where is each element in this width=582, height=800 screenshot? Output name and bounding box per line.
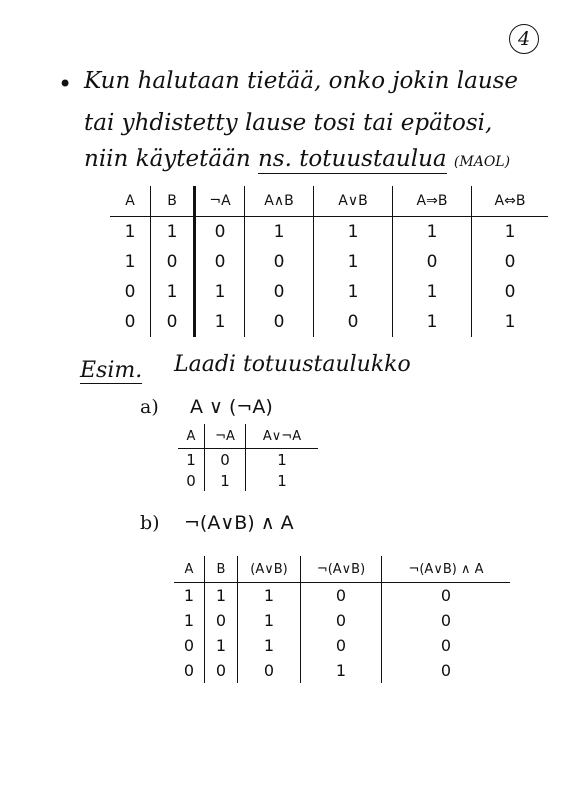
table-cell: 1 xyxy=(393,277,472,307)
table-cell: 0 xyxy=(205,449,246,471)
header-cell: A⇒B xyxy=(393,186,472,217)
table-header-row xyxy=(178,424,318,449)
table-cell: 1 xyxy=(183,611,195,630)
intro-line-1: Kun halutaan tietää, onko jokin lause xyxy=(84,68,519,94)
table-cell: 1 xyxy=(238,608,301,633)
table-cell: 1 xyxy=(245,217,314,248)
table-row xyxy=(174,658,510,683)
table-cell: 1 xyxy=(183,586,195,605)
table-cell: 0 xyxy=(245,307,314,337)
table-row xyxy=(174,633,510,658)
header-cell: A xyxy=(178,424,205,449)
table-row xyxy=(174,608,510,633)
table-cell: 0 xyxy=(195,247,245,277)
header-cell: ¬(A∨B) xyxy=(301,556,382,583)
part-b-expression: ¬(A∨B) ∧ A xyxy=(184,512,294,534)
table-row xyxy=(110,277,548,307)
main-truth-table xyxy=(110,186,548,337)
table-cell: 1 xyxy=(246,470,319,491)
table-cell: 0 xyxy=(382,583,511,609)
table-cell: 0 xyxy=(124,282,136,302)
table-row xyxy=(110,247,548,277)
bullet-point: • xyxy=(58,70,73,98)
header-cell: ¬A xyxy=(205,424,246,449)
table-cell: 1 xyxy=(301,658,382,683)
table-cell: 1 xyxy=(238,633,301,658)
table-cell: 0 xyxy=(301,608,382,633)
table-cell: 1 xyxy=(238,583,301,609)
page-number: 4 xyxy=(509,24,539,54)
table-header-row xyxy=(110,186,548,217)
table-cell: 1 xyxy=(393,217,472,248)
table-cell: 1 xyxy=(314,217,393,248)
table-cell: 1 xyxy=(186,450,196,469)
table-cell: 1 xyxy=(472,307,549,337)
table-cell: 1 xyxy=(195,277,245,307)
table-cell: 0 xyxy=(205,658,238,683)
header-cell: B xyxy=(151,186,195,217)
table-cell: 0 xyxy=(186,471,196,490)
table-row xyxy=(110,217,548,248)
header-cell: ¬(A∨B) ∧ A xyxy=(382,556,511,583)
header-cell: A xyxy=(110,186,151,217)
table-cell: 0 xyxy=(195,217,245,248)
table-cell: 1 xyxy=(205,470,246,491)
header-cell: A∨¬A xyxy=(246,424,319,449)
part-a-expression: A ∨ (¬A) xyxy=(190,396,273,418)
header-cell: A∨B xyxy=(314,186,393,217)
table-cell: 0 xyxy=(238,658,301,683)
table-cell: 1 xyxy=(472,217,549,248)
header-cell: A xyxy=(174,556,205,583)
source-reference: (MAOL) xyxy=(453,154,511,170)
table-cell: 0 xyxy=(245,277,314,307)
header-cell: ¬A xyxy=(195,186,245,217)
table-cell: 1 xyxy=(246,449,319,471)
table-cell: 1 xyxy=(314,247,393,277)
part-a-label: a) xyxy=(140,396,159,418)
table-row xyxy=(178,449,318,471)
table-cell: 0 xyxy=(382,608,511,633)
table-cell: 1 xyxy=(393,307,472,337)
table-cell: 1 xyxy=(124,252,136,272)
header-cell: A⇔B xyxy=(472,186,549,217)
table-cell: 0 xyxy=(382,658,511,683)
table-cell: 0 xyxy=(314,307,393,337)
table-cell: 0 xyxy=(472,247,549,277)
table-cell: 0 xyxy=(124,312,136,332)
table-cell: 0 xyxy=(393,247,472,277)
table-cell: 0 xyxy=(151,247,195,277)
table-cell: 1 xyxy=(124,222,136,242)
table-row xyxy=(174,583,510,609)
table-cell: 0 xyxy=(183,636,195,655)
header-cell: B xyxy=(205,556,238,583)
table-cell: 0 xyxy=(301,583,382,609)
part-b-label: b) xyxy=(140,512,160,534)
header-cell: (A∨B) xyxy=(238,556,301,583)
table-cell: 0 xyxy=(183,661,195,680)
table-cell: 1 xyxy=(205,633,238,658)
table-cell: 0 xyxy=(382,633,511,658)
example-heading: Esim. xyxy=(80,358,143,383)
table-cell: 0 xyxy=(245,247,314,277)
table-cell: 1 xyxy=(195,307,245,337)
table-cell: 0 xyxy=(472,277,549,307)
part-b-truth-table xyxy=(174,556,510,683)
table-cell: 1 xyxy=(151,277,195,307)
table-cell: 0 xyxy=(205,608,238,633)
table-cell: 0 xyxy=(151,307,195,337)
truth-table-term: ns. totuustaulua xyxy=(257,146,447,172)
part-a-truth-table xyxy=(178,424,318,491)
intro-line-2: tai yhdistetty lause tosi tai epätosi, xyxy=(84,110,493,136)
table-cell: 1 xyxy=(205,583,238,609)
table-header-row xyxy=(174,556,510,583)
intro-line-3 xyxy=(84,146,510,172)
table-cell: 0 xyxy=(301,633,382,658)
table-row xyxy=(178,470,318,491)
example-instruction: Laadi totuustaulukko xyxy=(174,352,411,377)
table-row xyxy=(110,307,548,337)
table-cell: 1 xyxy=(314,277,393,307)
table-cell: 1 xyxy=(151,217,195,248)
intro-line-3-start: niin käytetään xyxy=(84,146,251,172)
header-cell: A∧B xyxy=(245,186,314,217)
